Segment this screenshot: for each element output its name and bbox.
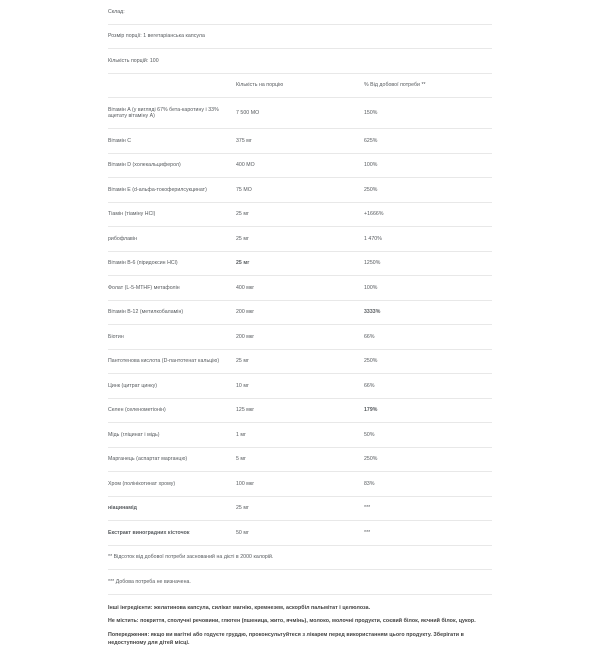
nutrient-daily-value: 179% — [364, 398, 492, 423]
nutrient-name: Мідь (гліцинат і мідь) — [108, 423, 236, 448]
footnote-daily-value: ** Відсоток від добової потреби заснований на дієті в 2000 калорій. — [108, 545, 492, 570]
nutrient-daily-value: 150% — [364, 98, 492, 129]
nutrient-name: Біотин — [108, 325, 236, 350]
nutrient-name: Тіамін (тіаміну HCl) — [108, 202, 236, 227]
nutrient-daily-value: 83% — [364, 472, 492, 497]
nutrient-row — [108, 423, 492, 448]
column-header-name — [108, 73, 236, 98]
nutrient-daily-value: 3333% — [364, 300, 492, 325]
nutrient-name: Вітамін C — [108, 129, 236, 154]
nutrient-amount: 1 мг — [236, 423, 364, 448]
nutrient-row — [108, 251, 492, 276]
nutrient-row — [108, 153, 492, 178]
nutrient-amount: 125 мкг — [236, 398, 364, 423]
footnote-undetermined: *** Добова потреба не визначена. — [108, 570, 492, 595]
nutrient-row — [108, 374, 492, 399]
nutrient-daily-value: 625% — [364, 129, 492, 154]
serving-size-row — [108, 24, 492, 49]
nutrient-amount: 100 мкг — [236, 472, 364, 497]
nutrient-name: Пантотенова кислота (D-пантотенат кальцію) — [108, 349, 236, 374]
nutrient-name: Селен (селенометіонін) — [108, 398, 236, 423]
nutrient-amount: 5 мг — [236, 447, 364, 472]
nutrient-name: Вітамін B-6 (піридоксин HCl) — [108, 251, 236, 276]
column-header-daily-value: % Від добової потреби ** — [364, 73, 492, 98]
nutrient-amount: 400 МО — [236, 153, 364, 178]
nutrient-amount: 25 мг — [236, 496, 364, 521]
nutrient-amount: 200 мкг — [236, 325, 364, 350]
nutrient-amount: 10 мг — [236, 374, 364, 399]
supplement-facts-table — [108, 0, 492, 595]
nutrient-row — [108, 398, 492, 423]
column-header-row — [108, 73, 492, 98]
nutrient-daily-value: 250% — [364, 447, 492, 472]
nutrient-row — [108, 300, 492, 325]
nutrient-name: Вітамін E (d-альфа-токоферилсукцинат) — [108, 178, 236, 203]
free-from-text: Не містить: покриття, сполучні речовини, глютен (пшеница, жито, ячмінь), молоко, молочні продукти, соєвий білок, яєчний білок, цукор. — [108, 618, 492, 626]
column-header-amount: Кількість на порцію — [236, 73, 364, 98]
nutrient-name: Вітамін A (у вигляді 67% бета-каротину і 33% ацетату вітаміну A) — [108, 98, 236, 129]
nutrient-amount: 25 мг — [236, 251, 364, 276]
nutrient-daily-value: 100% — [364, 153, 492, 178]
nutrient-row — [108, 472, 492, 497]
nutrient-daily-value: 250% — [364, 349, 492, 374]
composition-row — [108, 0, 492, 24]
nutrient-name: ніацинамід — [108, 496, 236, 521]
nutrient-row — [108, 349, 492, 374]
nutrient-row — [108, 496, 492, 521]
nutrient-amount: 400 мкг — [236, 276, 364, 301]
servings-per-container-label: Кількість порцій: 100 — [108, 49, 492, 74]
footnote-row-undetermined — [108, 570, 492, 595]
nutrient-row — [108, 178, 492, 203]
nutrient-amount: 25 мг — [236, 202, 364, 227]
composition-label: Склад: — [108, 0, 492, 24]
serving-size-label: Розмір порції: 1 вегетаріанська капсула — [108, 24, 492, 49]
nutrient-name: рибофлавін — [108, 227, 236, 252]
disclosure-block — [108, 605, 492, 648]
nutrient-daily-value: 1 470% — [364, 227, 492, 252]
nutrient-daily-value: *** — [364, 521, 492, 546]
footnote-row-dv — [108, 545, 492, 570]
nutrient-row — [108, 276, 492, 301]
nutrient-amount: 25 мг — [236, 349, 364, 374]
nutrient-name: Марганець (аспартат марганцю) — [108, 447, 236, 472]
nutrient-amount: 7 500 МО — [236, 98, 364, 129]
nutrient-row — [108, 98, 492, 129]
other-ingredients-text: Інші інгредієнти: желатинова капсула, силікат магнію, кремнезем, аскорбіл пальмітат і целюлоза. — [108, 605, 492, 613]
nutrient-row — [108, 325, 492, 350]
nutrient-name: Цинк (цитрат цинку) — [108, 374, 236, 399]
nutrient-daily-value: 250% — [364, 178, 492, 203]
nutrient-daily-value: 66% — [364, 325, 492, 350]
nutrient-daily-value: 66% — [364, 374, 492, 399]
nutrient-name: Вітамін D (холекальциферол) — [108, 153, 236, 178]
nutrient-row — [108, 227, 492, 252]
nutrient-daily-value: +1666% — [364, 202, 492, 227]
nutrient-row — [108, 202, 492, 227]
nutrient-amount: 375 мг — [236, 129, 364, 154]
nutrient-row — [108, 129, 492, 154]
nutrient-name: Фолат (L-5-MTHF) метафолін — [108, 276, 236, 301]
servings-per-container-row — [108, 49, 492, 74]
nutrient-name: Хром (полінікотинат хрому) — [108, 472, 236, 497]
nutrient-row — [108, 447, 492, 472]
nutrient-daily-value: 1250% — [364, 251, 492, 276]
nutrient-daily-value: 50% — [364, 423, 492, 448]
nutrient-amount: 25 мг — [236, 227, 364, 252]
nutrient-daily-value: *** — [364, 496, 492, 521]
nutrient-row — [108, 521, 492, 546]
nutrient-amount: 200 мкг — [236, 300, 364, 325]
nutrient-amount: 50 мг — [236, 521, 364, 546]
nutrient-daily-value: 100% — [364, 276, 492, 301]
nutrient-name: Вітамін B-12 (метилкобаламін) — [108, 300, 236, 325]
nutrient-name: Екстракт виноградних кісточок — [108, 521, 236, 546]
warning-text: Попередження: якщо ви вагітні або годуєте груддю, проконсультуйтеся з лікарем перед використанням цього продукту. Зберігати в недоступному для дітей місці. — [108, 632, 492, 648]
nutrient-amount: 75 МО — [236, 178, 364, 203]
table-body — [108, 0, 492, 594]
